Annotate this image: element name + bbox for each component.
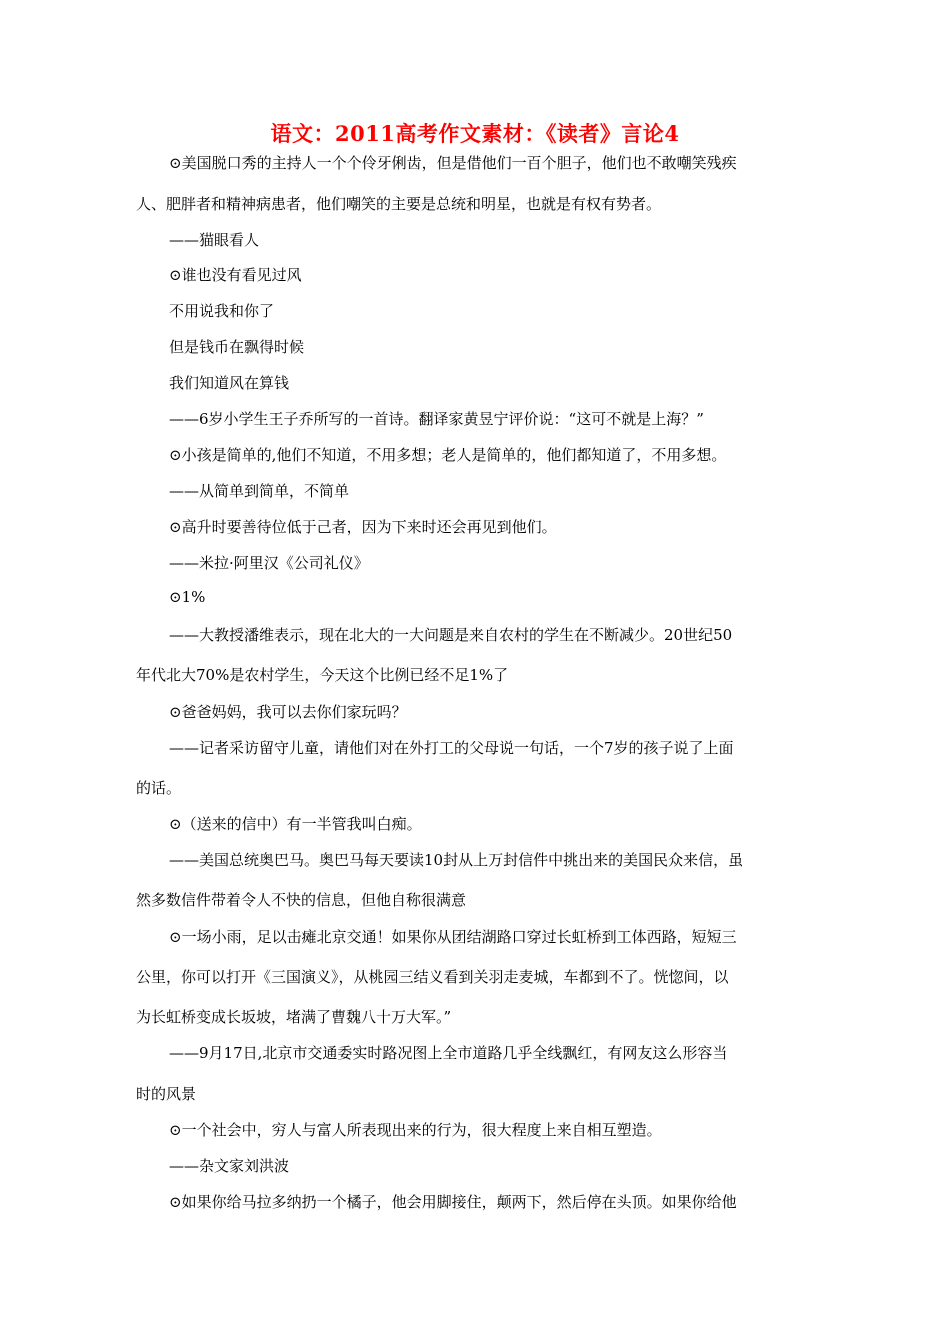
text-line: ——猫眼看人 [169, 231, 260, 249]
text-line: ⊙小孩是简单的,他们不知道，不用多想；老人是简单的，他们都知道了，不用多想。 [169, 446, 727, 464]
text-line: ——美国总统奥巴马。奥巴马每天要读10封从上万封信件中挑出来的美国民众来信，虽 [169, 851, 744, 869]
text-line: ——9月17日,北京市交通委实时路况图上全市道路几乎全线飘红，有网友这么形容当 [169, 1044, 728, 1062]
text-line: ⊙如果你给马拉多纳扔一个橘子，他会用脚接住，颠两下，然后停在头顶。如果你给他 [169, 1193, 737, 1211]
text-line: ⊙一个社会中，穷人与富人所表现出来的行为，很大程度上来自相互塑造。 [169, 1121, 662, 1139]
text-line: 公里，你可以打开《三国演义》，从桃园三结义看到关羽走麦城，车都到不了。恍惚间，以 [136, 968, 729, 986]
text-line: ⊙谁也没有看见过风 [169, 266, 302, 284]
text-line: ——6岁小学生王子乔所写的一首诗。翻译家黄昱宁评价说：“这可不就是上海？” [169, 410, 704, 428]
text-line: ——米拉·阿里汉《公司礼仪》 [169, 554, 369, 572]
text-line: 年代北大70%是农村学生，今天这个比例已经不足1%了 [136, 666, 509, 684]
text-line: 但是钱币在飘得时候 [169, 338, 305, 356]
text-line: 然多数信件带着令人不快的信息，但他自称很满意 [136, 891, 467, 909]
text-line: ⊙（送来的信中）有一半管我叫白痴。 [169, 815, 422, 833]
text-line: ⊙爸爸妈妈，我可以去你们家玩吗？ [169, 703, 407, 721]
text-line: ——大教授潘维表示，现在北大的一大问题是来自农村的学生在不断减少。20世纪50 [169, 626, 733, 644]
text-line: 人、肥胖者和精神病患者，他们嘲笑的主要是总统和明星，也就是有权有势者。 [136, 195, 662, 213]
text-line: ⊙1% [169, 588, 206, 606]
text-line: ⊙高升时要善待位低于己者，因为下来时还会再见到他们。 [169, 518, 557, 536]
text-line: 时的风景 [136, 1085, 197, 1103]
text-line: ⊙美国脱口秀的主持人一个个伶牙俐齿，但是借他们一百个胆子，他们也不敢嘲笑残疾 [169, 154, 737, 172]
text-line: 的话。 [136, 779, 182, 797]
text-line: 不用说我和你了 [169, 302, 275, 320]
text-line: 为长虹桥变成长坂坡，堵满了曹魏八十万大军。” [136, 1008, 452, 1026]
document-title: 语文：2011高考作文素材：《读者》言论4 [270, 121, 680, 146]
text-line: ——杂文家刘洪波 [169, 1157, 290, 1175]
text-line: ——记者采访留守儿童，请他们对在外打工的父母说一句话，一个7岁的孩子说了上面 [169, 739, 734, 757]
text-line: ——从简单到简单，不简单 [169, 482, 350, 500]
text-line: ⊙一场小雨，足以击瘫北京交通！如果你从团结湖路口穿过长虹桥到工体西路，短短三 [169, 928, 737, 946]
text-line: 我们知道风在算钱 [169, 374, 290, 392]
